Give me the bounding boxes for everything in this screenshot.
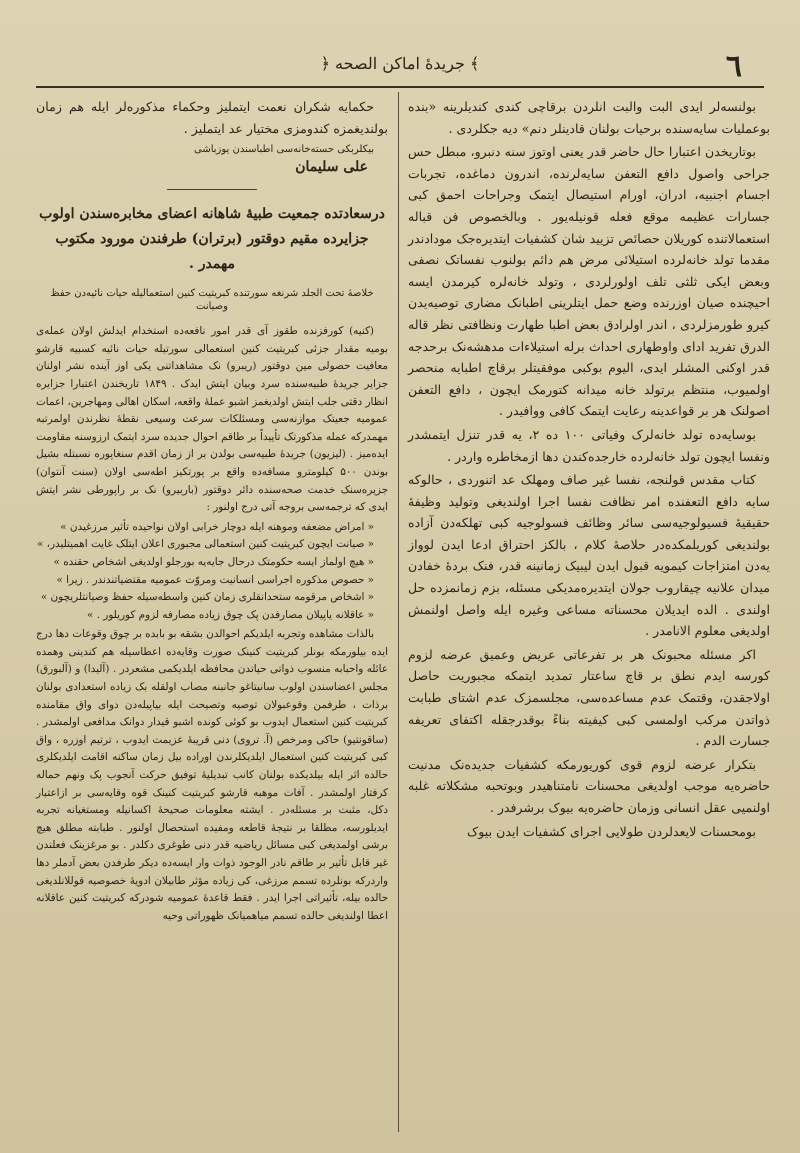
paragraph: بوسایه‌ده تولد خانه‌لرک وفیاتی ۱۰۰ ده ۲، یه قدر تنزل ایتمشدر ونفسا ایچون تولد خانه‌لرده خارجده‌کندن دها ازمخاطره واردر . [408,426,770,464]
quote-line: « صیانت ایچون کبریتیت کنین استعمالی مجبوری اعلان ایتلک غایت اهمیتلیدر، » [36,538,374,551]
left-column [36,96,388,927]
paragraph: بوتاریخدن اعتبارا حال حاضر قدر یعنی اوتوز سنه دنبرو، مبطل حس جراحی واصول دافع التعفن سایه‌لرنده، اندرون دماغده، تجربات اجسام اجنبیه، ادران، اورام استیصال ایتمک وجراحات احمق کبی جسارات عظیمه موقع فعله قونیله‌یور . وبالخصوص فن قباله استعمالاتنده کوریلان حصائص تزیید شان کشفیات ایتدیره‌جک مودادندر مقدما تولد خانه‌لرده استیلائی مرض هم دائم بولنوب نفساتک نصفی وبعض ایکی ثلثی تلف اولورلردی ، وتولد خانه‌لره کیرمدن ایسه احیچنده صیان اوزرنده وضع حمل ایتلرینی اطبانک مضاری توصیه‌یدن کیرو طورمزلردی ، اندر اولرادق بعض اطبا طهارت ونظافتی نظر قاله الدرق تفرید ادای واوطهاری احداث برله استیلاءات مدهشه‌نک برحدجه قدر اوکنی المشلر ایدی، الیوم بوکبی موفقیتلر برقاچ اطبایه منحصر اولمیوب، منتظم برتولد خانه میدانه کتورمک ایچون ، دافع التعفن اصولنک هر بر قواعدینه رعایت ایتمک کافی ووافیدر . [408,144,770,419]
running-title: ﴿ جريدهٔ اماكن الصحه ﴾ [320,54,480,73]
section-divider [167,189,257,190]
quote-line: « عاقلانه یاپیلان مصارفدن پک چوق زیاده مصارفه لزوم کوریلور . » [87,608,374,621]
page-header [0,38,800,88]
page-number: ٦ [725,49,742,84]
paragraph: بومحسنات لایعدلردن طولایی اجرای کشفیات ایدن بیوک [467,823,756,839]
paragraph: اکر مسئله محبونک هر بر تفرعاتی عریض وعمیق عرضه لزوم کورسه ایدم نطق بر قاچ ساعتار تمدید ایتمکه مجبوریت حاصل اولاجقدن، وقتمک عدم مساعده‌سی، مجلسمزک عدم اشتای طبابت ذواتدن مرکب اولمسی کبی کیفیته بناءً بوقدرجقله اکتفای تعریفه جسارت الدم . [408,646,770,749]
letter-body-rest: بالذات مشاهده وتجربه ایلدیکم احوالدن بشقه بو بابده بر چوق وقوعات دها درج ایده بیلورمکه بونلر کبریتیت کنینک صورت وقایه‌ده اعطاسیله هم کندینی وهمده عائله واحبابه منسوب ذواتی حیاتدن محافظه ایلدیکمی مشعردر . (آلیدا) و (آلبورق) مجلس اعضاسندن اولوب سانیتاغو جانبنه مصاب اولقله بک زیاده استعدادی بولنان برذات ، طرفمن وقوعبولان توصیه وتصیحت ایله بیاپیله‌دن دوای واق مقامنده کبریتیت کنین استعمال ایدوب بو کوئی کونده اشبو قیدار دوانک مدافعی اولمشدر . (ساقونتیو) حاکی ومرخص (آ. تروی) دنی قریبهٔ عزیمت ایدوب ، ترتیم اوزره ، واق کبی کبریتیت کنین استعمال ایلدیکلرندن اوراده بیل زمان ساکنه اقامت ایلدیکلری حالده اثر ایله بیلدیکده بولنان کانب تبدیلیهٔ توفیق حرکت آنجوب پک ونهم حماله کرفتار اولمشدر . آفات موهبه قارشو کبریتیت کنینک قوه وقایه‌سی بر ازاعتبار دکل، مثبت بر مسئله‌در . ایشته معلومات صحیحهٔ اکسانیله ومستغیانه تجربه ایدیلورسه، مطلقا بر نتیجهٔ قاطعه ومفیده استحصال اولنور . طبابته مطلق هیچ برشی اولمدیغی کبی مسائل ریاضیه قدر دنی طوغری دکلدر . بو مرغزینک فعلندن غیر قابل تأثیر بر طاقم نادر الوجود ذوات وار ایسه‌ده دیکر طرفدن بعض آدملر دها واردرکه بونلرده تسمم مرزغی، کی زیاده مؤثر طابیلان ادویهٔ خصوصیه قوللانلدیغی حالده بیله، تأثیراتی اجرا ایدر . فقط قاعدهٔ عمومیه شودرکه کبریتیت کنین عاقلانه اعطا اولندیغی حالده تسمم میاهمیانک ظهوراتی وحیه [36,628,388,922]
signature-name: علی سلیمان [295,159,368,176]
column-divider [398,92,399,1132]
quote-line: « اشخاص مرقومه ستحدانقلری زمان کنین واسطه‌سیله حفظ وصیانتلریچون » [40,591,374,604]
header-rule [36,86,764,88]
right-column [408,96,770,844]
opening-lines: حکمایه شکران نعمت ایتملیز وحکماء مذکوره‌لر ایله هم زمان بولندیغمزه کندومزی مختیار عد ایتملیز . [36,99,388,136]
paragraph: کتاب مقدس قولنجه، نفسا غیر صاف ومهلک عد اتنوردی ، حالوکه سایه دافع التعفنده امر نظافت نفسا اجرا اولندیغی وتولید وظیفهٔ حقیقیهٔ فسیولوجیه‌سی سائر وظائف فسولوجیه کبی تهلکه‌دن آزاده بولندیغی کوریلمکده‌در حلاصهٔ کلام ، بالکز احتراق ادعا ایدن لوواز یه‌دن امتزاجات کیمویه قبول ایدن لیبیک زمانینه قدر، فنک بردهٔ خفادن میدان علانیه چیقاروب جولان ایتدیره‌مدیکی مسئله، بزم زمانمزده حل اولندی . الده ایدیلان محسناته مساعی وغیره ایله واصل اولنمش اولدیغی معلوم الانامدر . [408,472,770,639]
paragraph: بتکرار عرضه لزوم قوی کوریورمکه کشفیات جدیده‌نک مدنیت حاضره‌یه موجب اولدیغی محسنات نامتناهیدر وبوتحبه مشکلاته غلبه اولنمیی عقل انسانی وزمان حاضره‌یه بیوک برشرفدر . [408,756,770,815]
quote-line: « حصوص مذکوره اجراسی انسانیت ومروّت عمومیه مقتضیاتندندر . زیرا » [56,573,374,586]
quote-line: « امراض مضعفه وموهنه ایله دوچار خرابی اولان نواحیده تأثیر مرزغیدن » [60,520,374,533]
letter-intro-heading: درسعادتده جمعیت طبیهٔ شاهانه اعضای مخابره‌سندن اولوب جزایرده مقیم دوقتور (برتران) طرفندن مورود مکتوب مهمدر . [39,206,385,273]
quoted-report [36,519,388,625]
paragraph: بولنسه‌لر ایدی البت والبت انلردن برقاچی کندی کندیلرینه «بنده بوعملیات سایه‌سنده برحیات بولنان قادینلر دنم» دیه جکلردی . [408,99,770,136]
letter-summary: خلاصهٔ تحت الجلد شرنغه سورتنده کبریتیت کنین استعمالیله حیات نائیه‌دن حفظ وصیانت [50,288,374,313]
letter-body-intro: (کنیه) کورفزنده طقوز آی قدر امور نافعه‌ده استخدام ایدلش اولان عمله‌ی بومیه مقدار جزئی کبریتیت کنین استعمالی سورتیله حیات نائیه کسبیه قارشو معافیت حصولی مین دوقتور (ریبرو) نک مشاهداتنی یکی اوز آینده نشر اولنان جزایر جریدهٔ طبیه‌سنده سرد وبیان ایتش ایدک . ۱۸۴۹ تاریخندن اعتبارا جزایره انظار دقتی جلب ایتش اولدیغمز اشبو عملهٔ واقعه، اسکان اهالی ومهاجرین، اعمات عمومیه جعیتک موازنه‌سی ومسئلکات سرعت وسیعی نقطهٔ نظرندن اولمرتبه مهمدرکه عمله مذکورتک تأییداً بر طاقم احوال جدیده سرد ایتمک ارزوسنه مقاومت ایده‌میز . (لیزیون) جریدهٔ طبیه‌سی بولدن بر از زمان اقدم سنغاپوره نسبتله بشیل بوندن ۵۰۰ کیلومترو مسافه‌ده واقع بر پورتکیز اطه‌سی اولان (سنت آنتوان) جزیره‌سنک خدمت صحه‌سنده دائر دوقتور (باربیرو) نک بر راپورطی نشر ایتش ایدی که ترجمه‌سی بروجه آتی درج اولنور : [36,325,388,514]
signature-title: بیکلربکی حسته‌خانه‌سی اطباسندن یوزباشی [193,144,374,156]
quote-line: « هیچ اولماز ایسه حکومتک درحال جایه‌یه بورجلو اولدیغی اشخاص حقنده » [53,555,374,568]
